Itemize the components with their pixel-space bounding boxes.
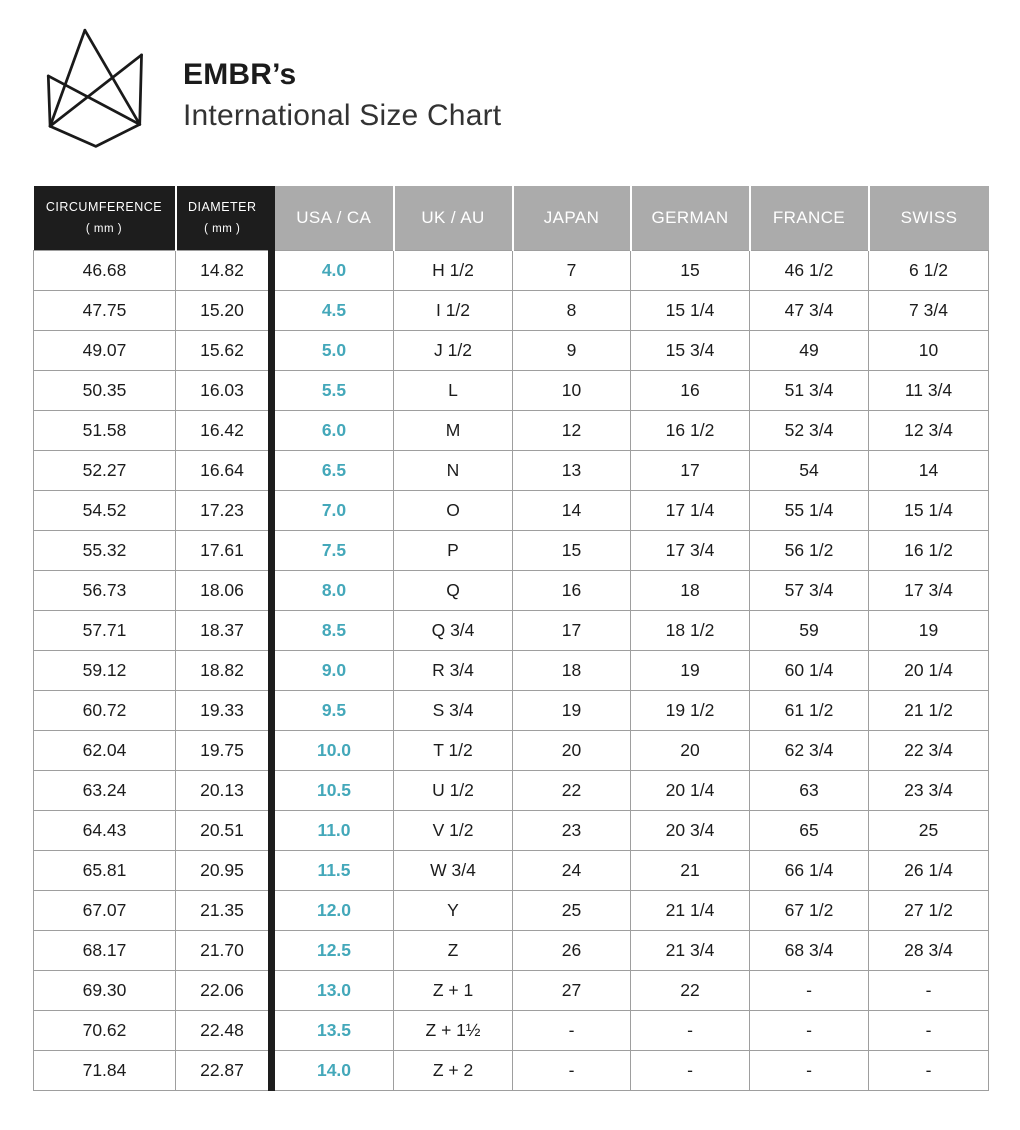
cell-usa-ca: 9.5 <box>272 690 394 730</box>
cell-circumference: 65.81 <box>34 850 176 890</box>
cell-swiss: 12 3/4 <box>869 410 989 450</box>
cell-german: 21 3/4 <box>631 930 750 970</box>
brand-name: EMBR’s <box>183 58 297 91</box>
cell-diameter: 20.13 <box>176 770 272 810</box>
cell-swiss: 26 1/4 <box>869 850 989 890</box>
cell-german: 18 1/2 <box>631 610 750 650</box>
cell-japan: 17 <box>513 610 631 650</box>
column-header-label: CIRCUMFERENCE <box>45 200 163 215</box>
cell-swiss: 28 3/4 <box>869 930 989 970</box>
table-row <box>34 690 989 730</box>
cell-france: 57 3/4 <box>750 570 869 610</box>
cell-uk-au: Z + 2 <box>394 1050 513 1090</box>
embr-logo-icon <box>30 12 158 160</box>
cell-france: - <box>750 1010 869 1050</box>
cell-german: 19 <box>631 650 750 690</box>
cell-japan: 8 <box>513 290 631 330</box>
cell-diameter: 20.51 <box>176 810 272 850</box>
column-header-unit: ( mm ) <box>204 223 241 236</box>
cell-japan: 16 <box>513 570 631 610</box>
cell-france: - <box>750 970 869 1010</box>
cell-japan: 23 <box>513 810 631 850</box>
cell-diameter: 20.95 <box>176 850 272 890</box>
column-header-uk-au: UK / AU <box>394 186 513 250</box>
cell-german: 18 <box>631 570 750 610</box>
cell-german: 21 1/4 <box>631 890 750 930</box>
cell-france: 59 <box>750 610 869 650</box>
cell-german: - <box>631 1050 750 1090</box>
cell-diameter: 21.35 <box>176 890 272 930</box>
cell-usa-ca: 4.5 <box>272 290 394 330</box>
cell-usa-ca: 7.5 <box>272 530 394 570</box>
size-table-body <box>34 250 989 1090</box>
cell-japan: - <box>513 1010 631 1050</box>
cell-uk-au: S 3/4 <box>394 690 513 730</box>
cell-swiss: 16 1/2 <box>869 530 989 570</box>
table-row <box>34 730 989 770</box>
cell-usa-ca: 10.5 <box>272 770 394 810</box>
cell-usa-ca: 6.5 <box>272 450 394 490</box>
table-row <box>34 650 989 690</box>
cell-circumference: 68.17 <box>34 930 176 970</box>
table-row <box>34 290 989 330</box>
cell-circumference: 67.07 <box>34 890 176 930</box>
cell-france: 56 1/2 <box>750 530 869 570</box>
cell-france: 60 1/4 <box>750 650 869 690</box>
cell-circumference: 47.75 <box>34 290 176 330</box>
cell-german: - <box>631 1010 750 1050</box>
cell-japan: 27 <box>513 970 631 1010</box>
cell-circumference: 62.04 <box>34 730 176 770</box>
brand-header <box>0 0 1020 186</box>
cell-circumference: 71.84 <box>34 1050 176 1090</box>
cell-swiss: 15 1/4 <box>869 490 989 530</box>
cell-japan: 20 <box>513 730 631 770</box>
table-row <box>34 450 989 490</box>
cell-japan: 7 <box>513 250 631 290</box>
cell-japan: 12 <box>513 410 631 450</box>
cell-circumference: 70.62 <box>34 1010 176 1050</box>
title-block <box>183 58 501 133</box>
cell-german: 17 <box>631 450 750 490</box>
cell-german: 19 1/2 <box>631 690 750 730</box>
cell-usa-ca: 4.0 <box>272 250 394 290</box>
cell-france: 49 <box>750 330 869 370</box>
column-header-france: FRANCE <box>750 186 869 250</box>
cell-diameter: 14.82 <box>176 250 272 290</box>
cell-uk-au: Z + 1½ <box>394 1010 513 1050</box>
header-row <box>34 186 989 250</box>
cell-usa-ca: 14.0 <box>272 1050 394 1090</box>
cell-swiss: 22 3/4 <box>869 730 989 770</box>
cell-swiss: 21 1/2 <box>869 690 989 730</box>
cell-usa-ca: 12.5 <box>272 930 394 970</box>
cell-swiss: 25 <box>869 810 989 850</box>
cell-france: 55 1/4 <box>750 490 869 530</box>
cell-diameter: 17.23 <box>176 490 272 530</box>
cell-german: 15 1/4 <box>631 290 750 330</box>
cell-japan: 25 <box>513 890 631 930</box>
table-row <box>34 930 989 970</box>
cell-france: 61 1/2 <box>750 690 869 730</box>
cell-diameter: 19.33 <box>176 690 272 730</box>
cell-france: 62 3/4 <box>750 730 869 770</box>
cell-uk-au: Z <box>394 930 513 970</box>
table-row <box>34 1010 989 1050</box>
table-row <box>34 330 989 370</box>
cell-france: 63 <box>750 770 869 810</box>
size-table-header <box>34 186 989 250</box>
cell-japan: 19 <box>513 690 631 730</box>
cell-diameter: 22.48 <box>176 1010 272 1050</box>
cell-uk-au: Y <box>394 890 513 930</box>
cell-german: 21 <box>631 850 750 890</box>
cell-swiss: 19 <box>869 610 989 650</box>
cell-swiss: - <box>869 1050 989 1090</box>
cell-uk-au: O <box>394 490 513 530</box>
cell-circumference: 60.72 <box>34 690 176 730</box>
cell-circumference: 46.68 <box>34 250 176 290</box>
cell-uk-au: Z + 1 <box>394 970 513 1010</box>
cell-japan: 26 <box>513 930 631 970</box>
cell-diameter: 22.87 <box>176 1050 272 1090</box>
column-header-german: GERMAN <box>631 186 750 250</box>
cell-uk-au: H 1/2 <box>394 250 513 290</box>
table-row <box>34 970 989 1010</box>
cell-uk-au: T 1/2 <box>394 730 513 770</box>
cell-usa-ca: 5.0 <box>272 330 394 370</box>
cell-france: 47 3/4 <box>750 290 869 330</box>
cell-diameter: 16.64 <box>176 450 272 490</box>
cell-diameter: 22.06 <box>176 970 272 1010</box>
table-row <box>34 890 989 930</box>
cell-usa-ca: 8.0 <box>272 570 394 610</box>
cell-swiss: 23 3/4 <box>869 770 989 810</box>
cell-swiss: 17 3/4 <box>869 570 989 610</box>
table-row <box>34 530 989 570</box>
cell-swiss: 14 <box>869 450 989 490</box>
cell-uk-au: J 1/2 <box>394 330 513 370</box>
cell-usa-ca: 13.0 <box>272 970 394 1010</box>
cell-uk-au: Q <box>394 570 513 610</box>
cell-france: 51 3/4 <box>750 370 869 410</box>
cell-france: - <box>750 1050 869 1090</box>
cell-diameter: 15.62 <box>176 330 272 370</box>
cell-diameter: 18.37 <box>176 610 272 650</box>
cell-usa-ca: 9.0 <box>272 650 394 690</box>
cell-uk-au: V 1/2 <box>394 810 513 850</box>
column-header-unit: ( mm ) <box>85 223 123 236</box>
cell-circumference: 50.35 <box>34 370 176 410</box>
cell-usa-ca: 11.0 <box>272 810 394 850</box>
cell-uk-au: Q 3/4 <box>394 610 513 650</box>
column-header-label: DIAMETER <box>187 200 257 215</box>
cell-japan: 9 <box>513 330 631 370</box>
cell-uk-au: L <box>394 370 513 410</box>
cell-france: 54 <box>750 450 869 490</box>
cell-uk-au: M <box>394 410 513 450</box>
cell-japan: 13 <box>513 450 631 490</box>
cell-usa-ca: 13.5 <box>272 1010 394 1050</box>
cell-swiss: 10 <box>869 330 989 370</box>
cell-german: 17 3/4 <box>631 530 750 570</box>
cell-swiss: 11 3/4 <box>869 370 989 410</box>
cell-japan: 22 <box>513 770 631 810</box>
cell-usa-ca: 12.0 <box>272 890 394 930</box>
cell-swiss: 20 1/4 <box>869 650 989 690</box>
cell-swiss: 6 1/2 <box>869 250 989 290</box>
cell-usa-ca: 8.5 <box>272 610 394 650</box>
page-title: International Size Chart <box>183 99 502 132</box>
cell-japan: - <box>513 1050 631 1090</box>
cell-german: 16 <box>631 370 750 410</box>
cell-usa-ca: 5.5 <box>272 370 394 410</box>
cell-circumference: 56.73 <box>34 570 176 610</box>
cell-diameter: 18.82 <box>176 650 272 690</box>
table-row <box>34 490 989 530</box>
cell-usa-ca: 6.0 <box>272 410 394 450</box>
cell-uk-au: N <box>394 450 513 490</box>
cell-german: 20 <box>631 730 750 770</box>
cell-france: 52 3/4 <box>750 410 869 450</box>
cell-german: 15 3/4 <box>631 330 750 370</box>
cell-usa-ca: 7.0 <box>272 490 394 530</box>
cell-usa-ca: 10.0 <box>272 730 394 770</box>
cell-uk-au: P <box>394 530 513 570</box>
cell-circumference: 51.58 <box>34 410 176 450</box>
cell-swiss: 27 1/2 <box>869 890 989 930</box>
cell-german: 22 <box>631 970 750 1010</box>
cell-german: 16 1/2 <box>631 410 750 450</box>
table-row <box>34 610 989 650</box>
cell-swiss: 7 3/4 <box>869 290 989 330</box>
cell-usa-ca: 11.5 <box>272 850 394 890</box>
cell-france: 66 1/4 <box>750 850 869 890</box>
cell-diameter: 18.06 <box>176 570 272 610</box>
column-header-usa-ca: USA / CA <box>272 186 394 250</box>
cell-france: 46 1/2 <box>750 250 869 290</box>
table-row <box>34 250 989 290</box>
cell-diameter: 17.61 <box>176 530 272 570</box>
cell-uk-au: I 1/2 <box>394 290 513 330</box>
cell-circumference: 59.12 <box>34 650 176 690</box>
cell-uk-au: W 3/4 <box>394 850 513 890</box>
cell-german: 15 <box>631 250 750 290</box>
column-header-swiss: SWISS <box>869 186 989 250</box>
cell-german: 17 1/4 <box>631 490 750 530</box>
cell-swiss: - <box>869 970 989 1010</box>
cell-circumference: 63.24 <box>34 770 176 810</box>
cell-japan: 10 <box>513 370 631 410</box>
cell-france: 65 <box>750 810 869 850</box>
cell-german: 20 1/4 <box>631 770 750 810</box>
cell-japan: 24 <box>513 850 631 890</box>
cell-circumference: 64.43 <box>34 810 176 850</box>
table-row <box>34 850 989 890</box>
cell-uk-au: R 3/4 <box>394 650 513 690</box>
size-chart-table <box>33 186 989 1091</box>
column-header-circumference <box>34 186 176 250</box>
cell-diameter: 15.20 <box>176 290 272 330</box>
cell-swiss: - <box>869 1010 989 1050</box>
cell-japan: 18 <box>513 650 631 690</box>
cell-diameter: 16.03 <box>176 370 272 410</box>
table-row <box>34 810 989 850</box>
column-header-diameter <box>176 186 272 250</box>
table-row <box>34 570 989 610</box>
cell-circumference: 57.71 <box>34 610 176 650</box>
cell-circumference: 52.27 <box>34 450 176 490</box>
cell-diameter: 19.75 <box>176 730 272 770</box>
cell-france: 67 1/2 <box>750 890 869 930</box>
table-row <box>34 410 989 450</box>
column-header-japan: JAPAN <box>513 186 631 250</box>
table-row <box>34 1050 989 1090</box>
cell-france: 68 3/4 <box>750 930 869 970</box>
cell-circumference: 55.32 <box>34 530 176 570</box>
cell-diameter: 21.70 <box>176 930 272 970</box>
cell-german: 20 3/4 <box>631 810 750 850</box>
table-row <box>34 370 989 410</box>
cell-japan: 14 <box>513 490 631 530</box>
cell-uk-au: U 1/2 <box>394 770 513 810</box>
cell-circumference: 54.52 <box>34 490 176 530</box>
table-row <box>34 770 989 810</box>
cell-circumference: 49.07 <box>34 330 176 370</box>
cell-diameter: 16.42 <box>176 410 272 450</box>
cell-circumference: 69.30 <box>34 970 176 1010</box>
cell-japan: 15 <box>513 530 631 570</box>
